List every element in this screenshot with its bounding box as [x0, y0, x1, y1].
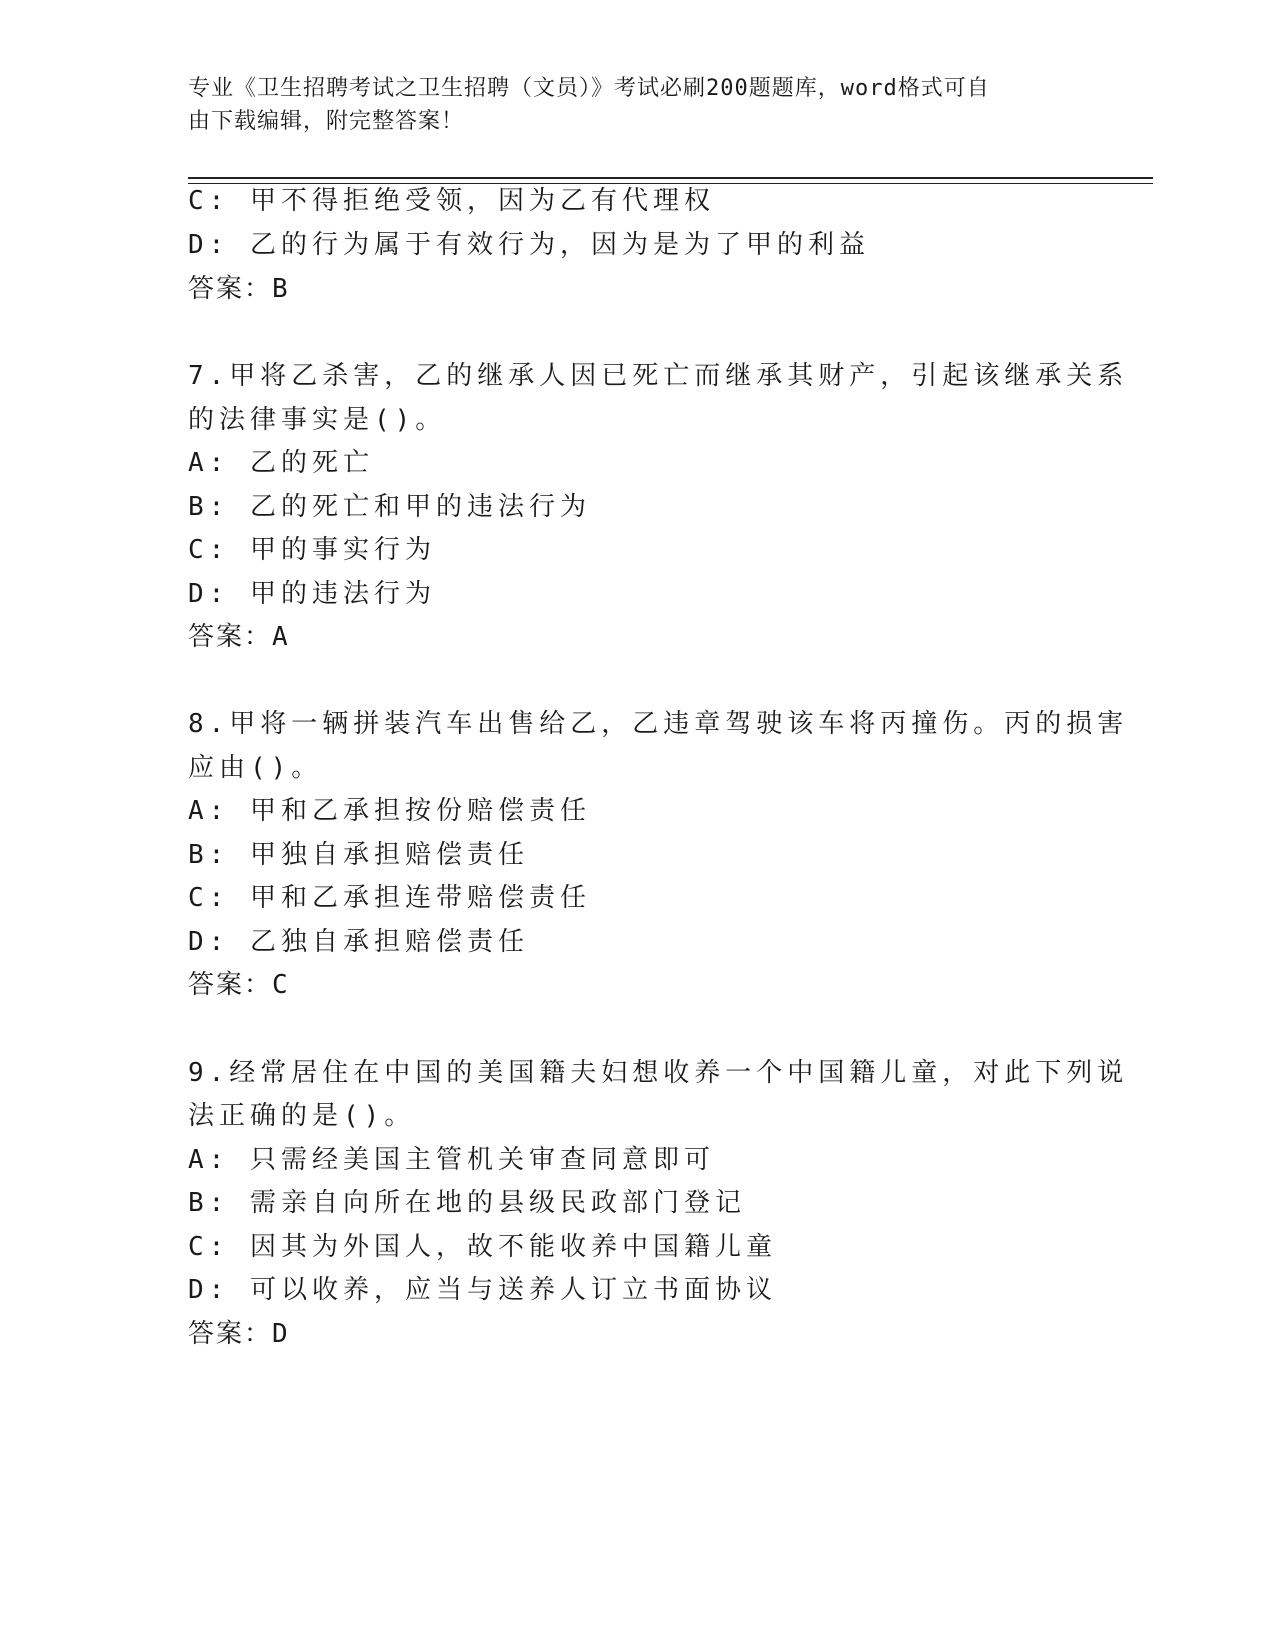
q9-option-d: D: 可以收养，应当与送养人订立书面协议	[188, 1275, 777, 1305]
header-title-line-2: 由下载编辑，附完整答案！	[188, 109, 465, 134]
q9-answer: 答案：D	[188, 1319, 290, 1349]
q8-option-b: B: 甲独自承担赔偿责任	[188, 840, 529, 870]
document-header	[188, 72, 1068, 138]
q8-stem-line-2: 应由()。	[188, 753, 323, 783]
q7-option-a: A: 乙的死亡	[188, 448, 374, 478]
q7-option-b: B: 乙的死亡和甲的违法行为	[188, 492, 591, 522]
q8-answer: 答案：C	[188, 970, 290, 1000]
q7-answer: 答案：A	[188, 622, 290, 652]
q9-option-a: A: 只需经美国主管机关审查同意即可	[188, 1145, 715, 1175]
header-divider-thick	[188, 177, 1153, 179]
q9-stem-line-2: 法正确的是()。	[188, 1101, 416, 1131]
q7-option-d: D: 甲的违法行为	[188, 579, 436, 609]
q9-option-c: C: 因其为外国人，故不能收养中国籍儿童	[188, 1232, 777, 1262]
header-title-line-1: 专业《卫生招聘考试之卫生招聘（文员）》考试必刷200题题库，word格式可自	[188, 76, 990, 101]
q8-option-a: A: 甲和乙承担按份赔偿责任	[188, 796, 591, 826]
q8-option-d: D: 乙独自承担赔偿责任	[188, 927, 529, 957]
q6-answer: 答案：B	[188, 274, 290, 304]
q7-stem-line-1: 7.甲将乙杀害，乙的继承人因已死亡而继承其财产，引起该继承关系	[188, 361, 1129, 391]
q7-stem-line-2: 的法律事实是()。	[188, 405, 447, 435]
header-divider-thin	[188, 183, 1153, 184]
q8-option-c: C: 甲和乙承担连带赔偿责任	[188, 883, 591, 913]
q6-option-c: C: 甲不得拒绝受领，因为乙有代理权	[188, 186, 715, 216]
q9-option-b: B: 需亲自向所在地的县级民政部门登记	[188, 1188, 746, 1218]
q7-option-c: C: 甲的事实行为	[188, 535, 436, 565]
q6-option-d: D: 乙的行为属于有效行为，因为是为了甲的利益	[188, 230, 870, 260]
q9-stem-line-1: 9.经常居住在中国的美国籍夫妇想收养一个中国籍儿童，对此下列说	[188, 1058, 1129, 1088]
q8-stem-line-1: 8.甲将一辆拼装汽车出售给乙，乙违章驾驶该车将丙撞伤。丙的损害	[188, 709, 1129, 739]
